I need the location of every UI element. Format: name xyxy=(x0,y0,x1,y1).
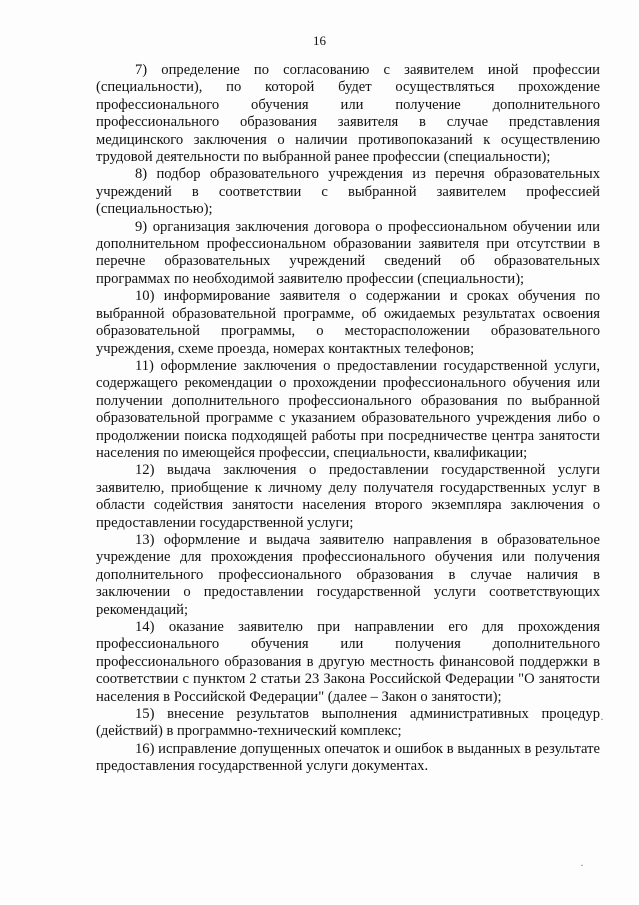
document-body xyxy=(96,62,600,776)
list-item-15: 15) внесение результатов выполнения административных процедур (действий) в программно-технический комплекс; xyxy=(96,706,600,740)
list-item-16: 16) исправление допущенных опечаток и ошибок в выданных в результате предоставления государственной услуги документах. xyxy=(96,740,600,775)
list-item-11: 11) оформление заключения о предоставлении государственной услуги, содержащего рекомендации о прохождении профессионального обучения или получении дополнительного профессионального образования по выбранной образовательной программе с указанием образовательного учреждения либо о продолжении поиска подходящей работы при посредничестве центра занятости населения по имеющейся профессии, специальности, квалификации; xyxy=(96,357,600,461)
list-item-7: 7) определение по согласованию с заявителем иной профессии (специальности), по которой будет осуществляться прохождение профессионального обучения или получение дополнительного профессионального образования заявителя в случае представления медицинского заключения о наличии противопоказаний к осуществлению трудовой деятельности по выбранной ранее профессии (специальности); xyxy=(96,62,600,166)
list-item-8: 8) подбор образовательного учреждения из перечня образовательных учреждений в соответствии с выбранной заявителем профессией (специальностью); xyxy=(96,166,600,218)
list-item-9: 9) организация заключения договора о профессиональном обучении или дополнительном профессиональном образовании заявителя при отсутствии в перечне образовательных учреждений сведений об образовательных программах по необходимой заявителю профессии (специальности); xyxy=(96,218,600,287)
list-item-13: 13) оформление и выдача заявителю направления в образовательное учреждение для прохождения профессионального обучения или получения дополнительного профессионального образования в случае наличия в заключении о предоставлении государственной услуги соответствующих рекомендаций; xyxy=(96,531,600,618)
list-item-10: 10) информирование заявителя о содержании и сроках обучения по выбранной образовательной программе, об ожидаемых результатах освоения образовательной программы, о месторасположении образовательного учреждения, схеме проезда, номерах контактных телефонов; xyxy=(96,288,600,357)
scan-dot-mark: · xyxy=(600,712,604,726)
page-number: 16 xyxy=(313,33,326,48)
list-item-14: 14) оказание заявителю при направлении его для прохождения профессионального обучения или получения дополнительного профессионального образования в другую местность финансовой поддержки в соответствии с пунктом 2 статьи 23 Закона Российской Федерации "О занятости населения в Российской Федерации" (далее – Закон о занятости); xyxy=(96,619,600,705)
list-item-12: 12) выдача заключения о предоставлении государственной услуги заявителю, приобщение к личному делу получателя государственных услуг в области содействия занятости населения второго экземпляра заключения о предоставлении государственной услуги; xyxy=(96,462,600,531)
scan-dot-mark: · xyxy=(580,858,584,872)
